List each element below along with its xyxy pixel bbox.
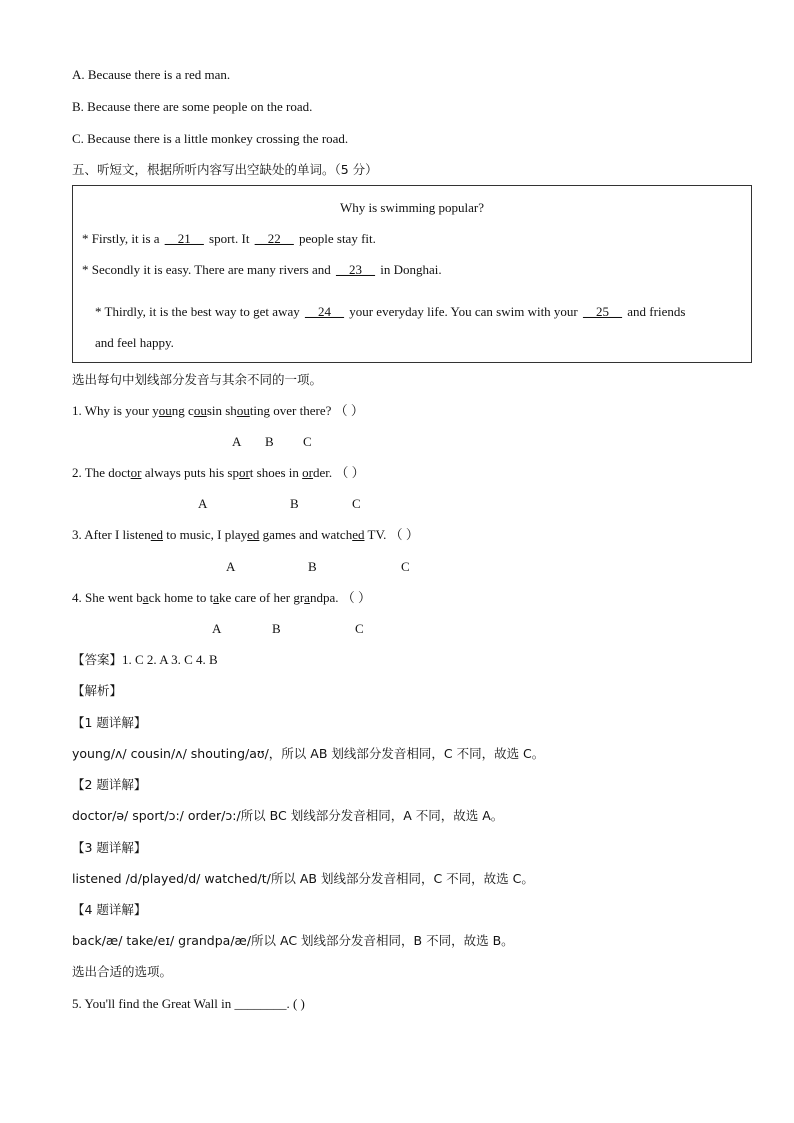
passage-line-4: and feel happy.: [95, 335, 174, 350]
q1-label-a: A: [232, 434, 242, 449]
detail-1-tag: 【1 题详解】: [72, 715, 147, 730]
detail-3-tag: 【3 题详解】: [72, 840, 147, 855]
detail-4-tag: 【4 题详解】: [72, 902, 147, 917]
question-5: 5. You'll find the Great Wall in ________. ( ): [72, 996, 305, 1011]
option-b: B. Because there are some people on the road.: [72, 99, 313, 114]
detail-1-text: young/ʌ/ cousin/ʌ/ shouting/aʊ/，所以 AB 划线部分发音相同，C 不同，故选 C。: [72, 746, 545, 761]
answer-paren: （ ）: [334, 403, 364, 418]
question-2: 2. The doctor always puts his sport shoes in order. （ ）: [72, 465, 365, 480]
answer-tag: 【答案】: [72, 652, 123, 667]
section5-heading: 五、听短文，根据所听内容写出空缺处的单词。（5 分）: [72, 162, 378, 177]
blank-24: __24__: [304, 304, 344, 319]
detail-4-text: back/æ/ take/eɪ/ grandpa/æ/所以 AC 划线部分发音相同，B 不同，故选 B。: [72, 933, 514, 948]
phonetics-heading: 选出每句中划线部分发音与其余不同的一项。: [72, 372, 323, 387]
answer-paren: （ ）: [335, 465, 365, 480]
q1-label-c: C: [303, 434, 312, 449]
detail-2-tag: 【2 题详解】: [72, 777, 147, 792]
q3-label-a: A: [226, 559, 236, 574]
passage-line-2: * Secondly it is easy. There are many rivers and __23__ in Donghai.: [82, 262, 442, 277]
blank-21: __21__: [164, 231, 204, 246]
analysis-tag: 【解析】: [72, 683, 123, 698]
option-a: A. Because there is a red man.: [72, 67, 231, 82]
option-c: C. Because there is a little monkey crossing the road.: [72, 131, 349, 146]
q4-label-a: A: [212, 621, 222, 636]
passage-title: Why is swimming popular?: [339, 200, 485, 215]
blank-25: __25__: [583, 304, 623, 319]
answer-line: [72, 652, 218, 668]
passage-box: [72, 185, 752, 363]
q3-label-c: C: [401, 559, 410, 574]
q3-label-b: B: [308, 559, 317, 574]
passage-line-3: * Thirdly, it is the best way to get away __24__ your everyday life. You can swim with your __25__ and friends: [95, 304, 686, 319]
q1-label-b: B: [265, 434, 274, 449]
q4-label-b: B: [272, 621, 281, 636]
q4-label-c: C: [355, 621, 364, 636]
question-3: 3. After I listened to music, I played games and watched TV. （ ）: [72, 527, 419, 542]
question-4: 4. She went back home to take care of her grandpa. （ ）: [72, 590, 371, 605]
blank-22: __22__: [254, 231, 294, 246]
question-1: 1. Why is your young cousin shouting over there? （ ）: [72, 403, 364, 418]
q2-label-b: B: [290, 496, 299, 511]
blank-23: __23__: [336, 262, 375, 277]
detail-3-text: listened /d/played/d/ watched/t/所以 AB 划线部分发音相同，C 不同，故选 C。: [72, 871, 534, 886]
q2-label-a: A: [198, 496, 208, 511]
answer-paren: （ ）: [389, 527, 419, 542]
passage-line-1: * Firstly, it is a __21__ sport. It __22__ people stay fit.: [82, 231, 376, 246]
choice-heading: 选出合适的选项。: [72, 964, 173, 979]
detail-2-text: doctor/ə/ sport/ɔ:/ order/ɔ:/所以 BC 划线部分发音相同，A 不同，故选 A。: [72, 808, 504, 823]
answer-text: 1. C 2. A 3. C 4. B: [122, 652, 218, 667]
answer-paren: （ ）: [341, 590, 371, 605]
q2-label-c: C: [352, 496, 361, 511]
